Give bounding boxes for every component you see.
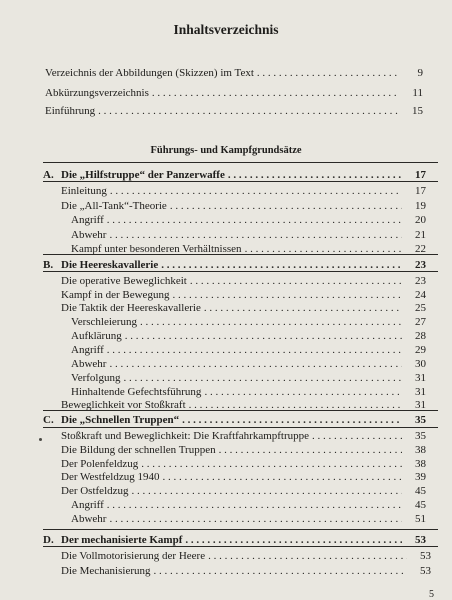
toc-entry-label: Kampf unter besonderen Verhältnissen (71, 243, 242, 255)
toc-entry[interactable] (71, 512, 426, 526)
toc-entry-label: Der Ostfeldzug (61, 485, 129, 497)
toc-entry[interactable] (71, 498, 426, 512)
chapter-heading-d[interactable] (43, 533, 426, 547)
toc-page-number: 25 (402, 301, 426, 315)
chapter-divider (43, 181, 438, 182)
toc-page-number: 31 (402, 385, 426, 399)
toc-page-number: 53 (407, 549, 431, 563)
toc-page-number: 15 (399, 104, 423, 118)
footer-page-number: 5 (429, 589, 434, 600)
toc-entry[interactable] (61, 301, 426, 315)
toc-entry[interactable] (61, 564, 431, 578)
toc-entry-label: Abwehr (71, 358, 107, 370)
toc-entry-label: Kampf in der Bewegung (61, 289, 170, 301)
toc-entry-label: Aufklärung (71, 330, 122, 342)
chapter-letter: D. (43, 534, 54, 546)
toc-entry-label: Der Westfeldzug 1940 (61, 471, 160, 483)
toc-entry-label: Abkürzungsverzeichnis (45, 87, 149, 99)
chapter-letter: C. (43, 414, 54, 426)
toc-entry-label: Verschleierung (71, 316, 137, 328)
chapter-heading-a[interactable] (43, 168, 426, 182)
dot-leader (172, 288, 426, 302)
dot-leader (152, 86, 423, 100)
chapter-title: Der mechanisierte Kampf (61, 534, 183, 546)
toc-entry[interactable] (71, 315, 426, 329)
dot-leader (163, 470, 427, 484)
toc-entry[interactable] (61, 443, 426, 457)
chapter-divider (43, 162, 438, 163)
dot-leader (154, 564, 432, 578)
dot-leader (132, 484, 426, 498)
toc-page-number: 35 (402, 413, 426, 427)
toc-page-number: 9 (399, 66, 423, 80)
section-heading: Führungs- und Kampfgrundsätze (150, 145, 302, 156)
toc-page-number: 23 (402, 258, 426, 272)
dot-leader (140, 315, 426, 329)
chapter-divider (43, 546, 438, 547)
toc-page-number: 22 (402, 242, 426, 256)
chapter-title: Die Heereskavallerie (61, 259, 159, 271)
toc-entry-label: Einführung (45, 105, 96, 117)
dot-leader (182, 413, 426, 427)
toc-entry-label: Die Vollmotorisierung der Heere (61, 550, 206, 562)
dot-leader (170, 199, 426, 213)
toc-entry-illustrations[interactable] (45, 66, 423, 80)
toc-entry-label: Die operative Beweglichkeit (61, 275, 187, 287)
toc-page-number: 30 (402, 357, 426, 371)
toc-entry[interactable] (71, 357, 426, 371)
toc-entry-label: Verfolgung (71, 372, 121, 384)
dot-leader (124, 371, 427, 385)
chapter-divider (43, 410, 438, 411)
dot-leader (107, 343, 426, 357)
toc-entry-label: Die Mechanisierung (61, 565, 151, 577)
toc-entry[interactable] (71, 385, 426, 399)
toc-page-number: 11 (399, 86, 423, 100)
toc-page-number: 23 (402, 274, 426, 288)
dot-leader (219, 443, 426, 457)
toc-entry[interactable] (71, 329, 426, 343)
toc-entry-label: Abwehr (71, 513, 107, 525)
dot-leader (109, 228, 426, 242)
toc-page-number: 38 (402, 457, 426, 471)
toc-page-number: 35 (402, 429, 426, 443)
toc-page-number: 53 (407, 564, 431, 578)
toc-page-number: 28 (402, 329, 426, 343)
toc-entry[interactable] (61, 484, 426, 498)
chapter-divider (43, 271, 438, 272)
dot-leader (109, 357, 426, 371)
toc-entry[interactable] (61, 184, 426, 198)
dot-leader (185, 533, 426, 547)
toc-entry[interactable] (61, 274, 426, 288)
ink-blot (39, 438, 42, 441)
dot-leader (204, 301, 426, 315)
toc-entry-label: Verzeichnis der Abbildungen (Skizzen) im Text (45, 67, 254, 79)
toc-entry-label: Angriff (71, 214, 104, 226)
toc-page-number: 51 (402, 512, 426, 526)
toc-entry-abbreviations[interactable] (45, 86, 423, 100)
dot-leader (190, 274, 426, 288)
chapter-divider (43, 254, 438, 255)
toc-entry[interactable] (61, 549, 431, 563)
page-title: Inhaltsverzeichnis (173, 22, 279, 37)
toc-entry-label: Die Taktik der Heereskavallerie (61, 302, 201, 314)
toc-entry-label: Abwehr (71, 229, 107, 241)
toc-page-number: 19 (402, 199, 426, 213)
toc-page-number: 31 (402, 398, 426, 412)
toc-page-number: 29 (402, 343, 426, 357)
toc-page-number: 45 (402, 484, 426, 498)
dot-leader (204, 385, 426, 399)
chapter-heading-c[interactable] (43, 413, 426, 427)
toc-entry-label: Die „All-Tank“-Theorie (61, 200, 167, 212)
chapter-letter: A. (43, 169, 54, 181)
toc-page-number: 17 (402, 168, 426, 182)
toc-entry[interactable] (61, 288, 426, 302)
dot-leader (107, 498, 426, 512)
toc-page-number: 17 (402, 184, 426, 198)
dot-leader (107, 213, 426, 227)
toc-entry-label: Angriff (71, 499, 104, 511)
chapter-divider (43, 529, 438, 530)
toc-entry-label: Einleitung (61, 185, 107, 197)
dot-leader (161, 258, 426, 272)
toc-entry[interactable] (71, 371, 426, 385)
toc-entry-label: Stoßkraft und Beweglichkeit: Die Kraftfahrkampftruppe (61, 430, 310, 442)
toc-entry[interactable] (61, 457, 426, 471)
dot-leader (109, 512, 426, 526)
toc-page-number: 38 (402, 443, 426, 457)
chapter-heading-b[interactable] (43, 258, 426, 272)
toc-entry[interactable] (71, 213, 426, 227)
toc-entry[interactable] (61, 429, 426, 443)
toc-entry-introduction[interactable] (45, 104, 423, 118)
toc-entry-label: Angriff (71, 344, 104, 356)
toc-page-number: 27 (402, 315, 426, 329)
toc-entry-label: Beweglichkeit vor Stoßkraft (61, 399, 186, 411)
toc-page-number: 31 (402, 371, 426, 385)
toc-page-number: 39 (402, 470, 426, 484)
chapter-letter: B. (43, 259, 54, 271)
dot-leader (110, 184, 426, 198)
toc-page-number: 21 (402, 228, 426, 242)
chapter-title: Die „Schnellen Truppen“ (61, 414, 180, 426)
dot-leader (228, 168, 426, 182)
toc-entry-label: Der Polenfeldzug (61, 458, 139, 470)
chapter-title: Die „Hilfstruppe“ der Panzerwaffe (61, 169, 225, 181)
toc-page-number: 24 (402, 288, 426, 302)
toc-page-number: 53 (402, 533, 426, 547)
dot-leader (208, 549, 431, 563)
toc-entry-label: Hinhaltende Gefechtsführung (71, 386, 202, 398)
dot-leader (98, 104, 423, 118)
toc-page-number: 20 (402, 213, 426, 227)
toc-entry[interactable] (61, 199, 426, 213)
toc-page-number: 45 (402, 498, 426, 512)
toc-entry-label: Die Bildung der schnellen Truppen (61, 444, 216, 456)
toc-entry[interactable] (71, 228, 426, 242)
toc-entry[interactable] (61, 470, 426, 484)
chapter-divider (43, 427, 438, 428)
dot-leader (125, 329, 426, 343)
dot-leader (141, 457, 426, 471)
toc-entry[interactable] (71, 343, 426, 357)
